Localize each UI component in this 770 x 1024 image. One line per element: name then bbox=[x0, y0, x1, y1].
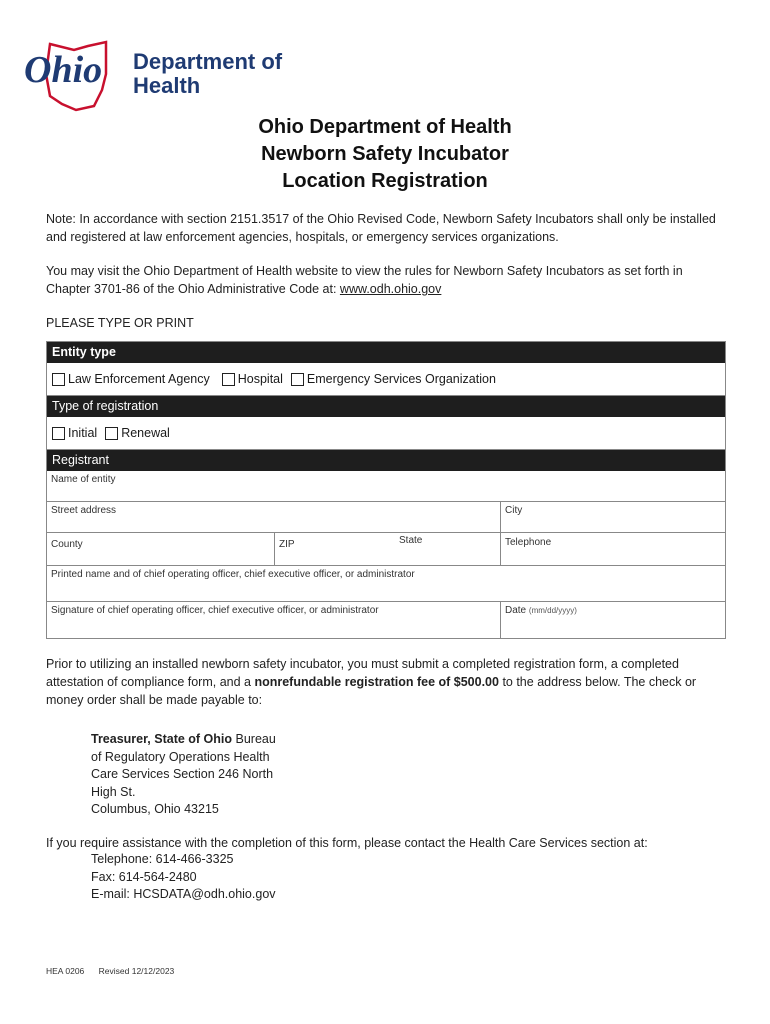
registration-option-renewal[interactable] bbox=[105, 426, 170, 440]
row-signature bbox=[47, 602, 725, 638]
emergency-services-label: Emergency Services Organization bbox=[306, 372, 496, 386]
title-line1: Ohio Department of Health bbox=[258, 116, 512, 138]
printed-name-label: Printed name and of chief operating officer, chief executive officer, or administrator bbox=[51, 569, 415, 580]
hospital-checkbox[interactable] bbox=[222, 373, 235, 386]
department-line1: Department of bbox=[133, 49, 283, 74]
contact-fax: Fax: 614-564-2480 bbox=[91, 869, 197, 884]
row-printed-name bbox=[47, 566, 725, 602]
mailing-address bbox=[91, 731, 276, 819]
name-of-entity-field[interactable] bbox=[47, 471, 725, 501]
page-footer bbox=[46, 966, 186, 976]
renewal-checkbox[interactable] bbox=[105, 427, 118, 440]
title-line3: Location Registration bbox=[282, 170, 488, 192]
print-instruction: PLEASE TYPE OR PRINT bbox=[46, 316, 194, 330]
address-line4: High St. bbox=[91, 784, 136, 799]
address-line1 bbox=[91, 731, 276, 749]
initial-label: Initial bbox=[68, 426, 98, 440]
law-enforcement-checkbox[interactable] bbox=[52, 373, 65, 386]
city-field[interactable] bbox=[501, 502, 725, 532]
renewal-label: Renewal bbox=[121, 426, 170, 440]
contact-email: E-mail: HCSDATA@odh.ohio.gov bbox=[91, 887, 276, 901]
address-line1-rest: Bureau bbox=[232, 732, 276, 746]
row-address bbox=[47, 502, 725, 533]
registration-type-header: Type of registration bbox=[47, 396, 725, 417]
entity-type-options bbox=[47, 363, 725, 396]
note-paragraph: Note: In accordance with section 2151.3517 of the Ohio Revised Code, Newborn Safety Incubators shall only be installed and registered at law enforcement agencies, hospitals, or emergency services organizations. bbox=[46, 212, 716, 244]
contact-telephone: Telephone: 614-466-3325 bbox=[91, 852, 234, 866]
ohio-logo-word: Ohio bbox=[24, 49, 103, 91]
fee-paragraph bbox=[46, 655, 726, 709]
date-format-hint: (mm/dd/yyyy) bbox=[528, 606, 577, 615]
name-of-entity-label: Name of entity bbox=[51, 474, 116, 485]
signature-label: Signature of chief operating officer, chief executive officer, or administrator bbox=[51, 605, 379, 616]
entity-option-hospital[interactable] bbox=[222, 372, 283, 386]
row-county bbox=[47, 533, 725, 566]
assist-paragraph: If you require assistance with the completion of this form, please contact the Health Care Services section at: bbox=[46, 836, 648, 850]
department-name bbox=[133, 50, 282, 98]
revised-date: Revised 12/12/2023 bbox=[98, 966, 175, 976]
entity-option-law-enforcement[interactable] bbox=[52, 372, 210, 386]
initial-checkbox[interactable] bbox=[52, 427, 65, 440]
visit-paragraph bbox=[46, 262, 726, 298]
zip-field[interactable] bbox=[275, 533, 501, 565]
odh-website-link[interactable]: www.odh.ohio.gov bbox=[339, 282, 442, 296]
entity-option-emergency-services[interactable] bbox=[291, 372, 496, 386]
address-line2: of Regulatory Operations Health bbox=[91, 749, 270, 764]
street-address-label: Street address bbox=[51, 505, 117, 516]
law-enforcement-label: Law Enforcement Agency bbox=[68, 372, 210, 386]
emergency-services-checkbox[interactable] bbox=[291, 373, 304, 386]
printed-name-field[interactable] bbox=[47, 566, 725, 601]
street-address-field[interactable] bbox=[47, 502, 501, 532]
registration-form bbox=[46, 341, 726, 639]
registrant-header: Registrant bbox=[47, 450, 725, 471]
department-line2: Health bbox=[133, 73, 201, 98]
row-name-of-entity bbox=[47, 471, 725, 502]
county-label: County bbox=[51, 539, 83, 550]
date-field[interactable] bbox=[501, 602, 725, 638]
fee-amount-bold: nonrefundable registration fee of $500.00 bbox=[254, 675, 499, 689]
county-field[interactable] bbox=[47, 533, 275, 565]
registration-type-options bbox=[47, 417, 725, 450]
title-line2: Newborn Safety Incubator bbox=[261, 143, 509, 165]
signature-field[interactable] bbox=[47, 602, 501, 638]
entity-type-header: Entity type bbox=[47, 342, 725, 363]
fee-text-before: Prior to utilizing an installed newborn safety incubator, you must submit a completed registration form, a completed attestation of compliance form, and a bbox=[46, 657, 679, 689]
city-label: City bbox=[505, 505, 523, 516]
address-line3: Care Services Section 246 North bbox=[91, 767, 274, 781]
contact-info bbox=[91, 851, 276, 904]
telephone-field[interactable] bbox=[501, 533, 725, 565]
zip-label: ZIP bbox=[279, 539, 295, 550]
address-line5: Columbus, Ohio 43215 bbox=[91, 802, 219, 816]
page-title bbox=[0, 114, 770, 195]
fee-text-after: to the address below. The check or money order shall be made payable to: bbox=[46, 675, 697, 707]
payee-name: Treasurer, State of Ohio bbox=[91, 732, 233, 746]
telephone-label: Telephone bbox=[505, 537, 552, 548]
hospital-label: Hospital bbox=[237, 372, 283, 386]
form-id: HEA 0206 bbox=[46, 966, 85, 976]
state-label: State bbox=[399, 535, 423, 546]
registration-option-initial[interactable] bbox=[52, 426, 97, 440]
date-label: Date bbox=[505, 605, 527, 616]
visit-text: You may visit the Ohio Department of Health website to view the rules for Newborn Safety Incubators as set forth in Chapter 3701-86 of the Ohio Administrative Code at: bbox=[46, 264, 683, 296]
